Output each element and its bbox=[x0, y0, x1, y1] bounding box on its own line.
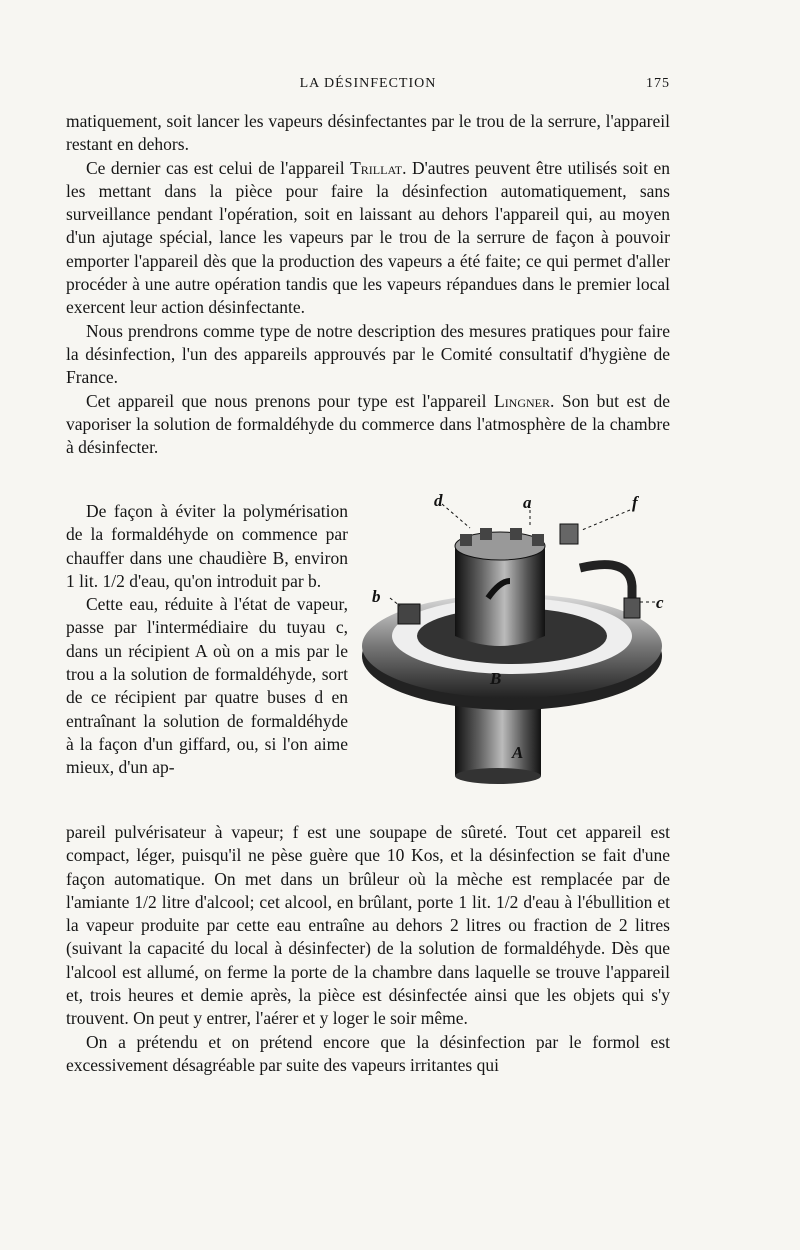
label-A: A bbox=[512, 743, 524, 762]
label-b: b bbox=[372, 587, 381, 606]
body-text-top bbox=[66, 110, 670, 459]
paragraph: Cet appareil que nous prenons pour type est l'appareil Lingner. Son but est de vaporiser la solution de formaldéhyde du commerce dans l'atmosphère de la chambre à désinfecter. bbox=[66, 390, 670, 458]
paragraph: matiquement, soit lancer les vapeurs désinfectantes par le trou de la serrure, l'appareil restant en dehors. bbox=[66, 111, 670, 155]
label-f: f bbox=[632, 493, 638, 512]
paragraph: Cette eau, réduite à l'état de vapeur, passe par l'intermédiaire du tuyau c, dans un récipient A où on a mis par le trou a la solution de formaldéhyde, sort de ce récipient par quatre buses d en entraînant la solution de formaldéhyde à la façon d'un giffard, ou, si l'on aime mieux, d'un ap- bbox=[66, 594, 348, 778]
paragraph: On a prétendu et on prétend encore que la désinfection par le formol est excessivement désagréable par suite des vapeurs irritantes qui bbox=[66, 1031, 670, 1075]
apparatus-name: Lingner bbox=[494, 390, 551, 411]
label-B: B bbox=[490, 669, 502, 688]
lingner-apparatus-figure bbox=[360, 486, 670, 786]
paragraph: pareil pulvérisateur à vapeur; f est une soupape de sûreté. Tout cet appareil est compact, léger, puisqu'il ne pèse guère que 10 Kos, et la désinfection se fait d'une façon automatique. On met dans un brûleur où la mèche est remplacée par de l'amiante 1/2 litre d'alcool; cet alcool, en brûlant, porte 1 lit. 1/2 d'eau à l'ébullition et la vapeur produite par cette eau entraîne au dehors 2 litres ou fraction de 2 litres (suivant la capacité du local à désinfecter) de la solution de formaldéhyde. Dès que l'alcool est allumé, on ferme la porte de la chambre dans laquelle se trouve l'appareil et, trois heures et demie après, la pièce est désinfectée ainsi que les objets qui s'y trouvent. On peut y entrer, l'aérer et y loger le soir même. bbox=[66, 822, 670, 1029]
body-text-beside-figure bbox=[66, 500, 348, 780]
body-text-bottom bbox=[66, 821, 670, 1077]
author-name: Trillat bbox=[350, 157, 403, 178]
page-number: 175 bbox=[646, 76, 670, 91]
label-a: a bbox=[523, 493, 532, 512]
running-title: LA DÉSINFECTION bbox=[299, 76, 437, 91]
running-head bbox=[66, 76, 670, 96]
paragraph: Ce dernier cas est celui de l'appareil Trillat. D'autres peuvent être utilisés soit en les mettant dans la pièce pour faire la désinfection automatiquement, sans surveillance pendant l'opération, soit en laissant au dehors l'appareil qui, au moyen d'un ajutage spécial, lance les vapeurs par le trou de la serrure de façon à pouvoir emporter l'appareil dès que la production des vapeurs a été faite; ce qui permet d'aller procéder à une autre opération tandis que les vapeurs répandues dans le premier local exercent leur action désinfectante. bbox=[66, 157, 671, 318]
label-d: d bbox=[434, 491, 443, 510]
label-c: c bbox=[656, 593, 664, 612]
paragraph: De façon à éviter la polymérisation de la formaldéhyde on commence par chauffer dans une chaudière B, environ 1 lit. 1/2 d'eau, qu'on introduit par b. bbox=[66, 501, 348, 591]
paragraph: Nous prendrons comme type de notre description des mesures pratiques pour faire la désinfection, l'un des appareils approuvés par le Comité consultatif d'hygiène de France. bbox=[66, 320, 670, 388]
